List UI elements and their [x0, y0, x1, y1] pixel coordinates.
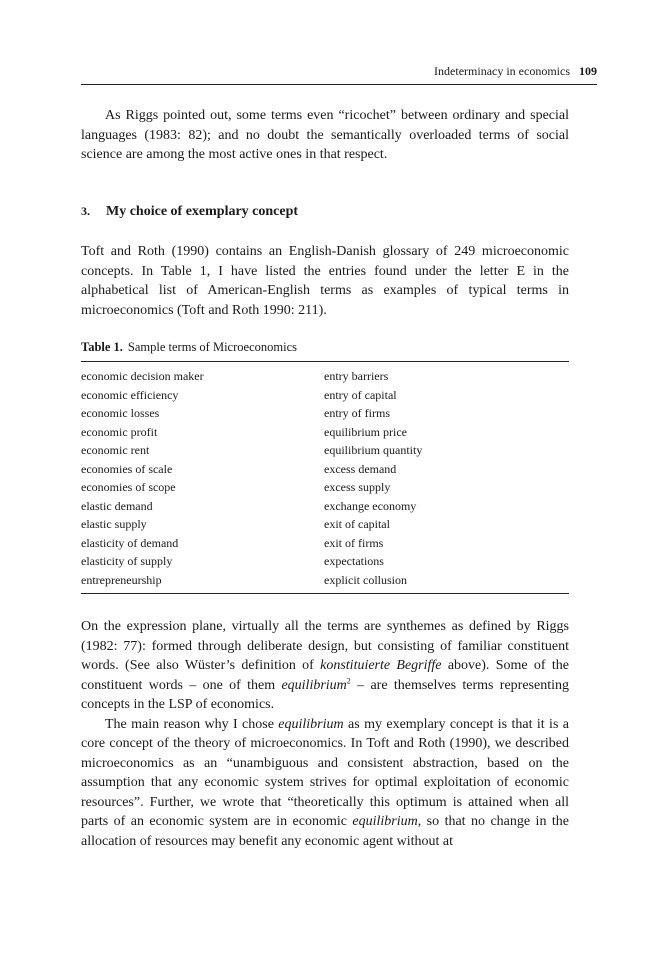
table-cell-right: equilibrium price: [324, 424, 407, 439]
table-cell-left: elasticity of supply: [81, 554, 173, 568]
table-cell-right: exchange economy: [324, 498, 417, 513]
table-cell-right: expectations: [324, 554, 384, 568]
intro-paragraph: As Riggs pointed out, some terms even “ricochet” between ordinary and special languages (1983: 82); and no doubt the semantically overloaded terms of social science are among the most active ones in that respect.: [81, 108, 569, 162]
section-title: My choice of exemplary concept: [106, 204, 299, 219]
body-text-block: [81, 617, 569, 851]
reason-italic-2: equilibrium: [352, 814, 418, 829]
table-cell-left: economic losses: [81, 406, 160, 420]
table-row: [81, 386, 569, 405]
table-row: [81, 423, 569, 442]
table-cell-right: excess supply: [324, 480, 391, 494]
table-caption-text: Sample terms of Microeconomics: [127, 340, 297, 354]
terms-table: [81, 361, 569, 594]
table-cell-right: exit of firms: [324, 535, 384, 550]
table-cell-right: exit of capital: [324, 517, 390, 531]
table-cell-right: entry of capital: [324, 387, 397, 402]
reason-text-1: The main reason why I chose: [105, 716, 279, 732]
expression-text-1: On the expression plane, virtually all the terms are synthemes as defined by Riggs (1982: 77): formed through deliberate design, but consisting of familiar constituent words. (See also Wüster’s definition of: [81, 619, 569, 673]
section-paragraph-block: [81, 242, 569, 320]
table-cell-right: entry of firms: [324, 406, 390, 420]
table-cell-right: excess demand: [324, 461, 397, 476]
reason-italic-1: equilibrium: [278, 716, 344, 732]
table-cell-right: entry barriers: [324, 369, 389, 383]
running-header: [81, 64, 597, 85]
reason-text-2: as my exemplary concept is that it is a core concept of the theory of microeconomics. In Toft and Roth (1990), we described microeconomics as an “unambiguous and consistent abstraction, based on the assumption that any economic system strives for optimal exploitation of economic resources”. Further, we wrote that “theoretically this optimum is attained when all parts of an economic system are in economic: [81, 716, 569, 829]
table-row: [81, 367, 569, 386]
expression-text-3: – are themselves terms representing concepts in the LSP of economics.: [81, 677, 569, 712]
running-title: Indeterminacy in economics: [434, 64, 570, 78]
section-paragraph: Toft and Roth (1990) contains an English-Danish glossary of 249 microeconomic concepts. In Table 1, I have listed the entries found under the letter E in the alphabetical list of American-English terms as examples of typical terms in microeconomics (Toft and Roth 1990: 211).: [81, 244, 569, 318]
table-row: [81, 515, 569, 534]
table-cell-right: equilibrium quantity: [324, 443, 423, 457]
table-label: Table 1.: [81, 340, 123, 354]
table-cell-left: economic efficiency: [81, 387, 179, 402]
table-cell-left: economic profit: [81, 424, 158, 439]
table-row: [81, 534, 569, 553]
table-row: [81, 478, 569, 497]
table-cell-right: explicit collusion: [324, 572, 407, 587]
expression-italic-1: konstituierte Begriffe: [320, 658, 442, 673]
footnote-marker: 2: [346, 675, 351, 685]
table-cell-left: economies of scope: [81, 480, 176, 494]
table-row: [81, 404, 569, 423]
table-row: [81, 571, 569, 590]
page-number: 109: [579, 64, 597, 78]
table-row: [81, 497, 569, 516]
expression-paragraph: [81, 617, 569, 715]
table-cell-left: economic rent: [81, 443, 150, 457]
table-row: [81, 441, 569, 460]
table-cell-left: elastic supply: [81, 517, 147, 531]
table-caption: [81, 340, 297, 355]
section-number: 3.: [81, 204, 90, 218]
section-heading: [81, 204, 569, 220]
reason-paragraph: [81, 715, 569, 852]
table-row: [81, 460, 569, 479]
table-cell-left: entrepreneurship: [81, 572, 162, 587]
table-row: [81, 552, 569, 571]
table-cell-left: elasticity of demand: [81, 535, 179, 550]
reason-text-3: , so that no change in the allocation of resources may benefit any economic agent without at: [81, 814, 569, 849]
table-cell-left: economic decision maker: [81, 369, 204, 383]
intro-paragraph-block: [81, 106, 569, 165]
expression-text-2: above). Some of the constituent words – one of them: [81, 658, 569, 693]
table-cell-left: economies of scale: [81, 461, 173, 476]
table-cell-left: elastic demand: [81, 498, 153, 513]
expression-italic-2: equilibrium: [281, 677, 347, 693]
